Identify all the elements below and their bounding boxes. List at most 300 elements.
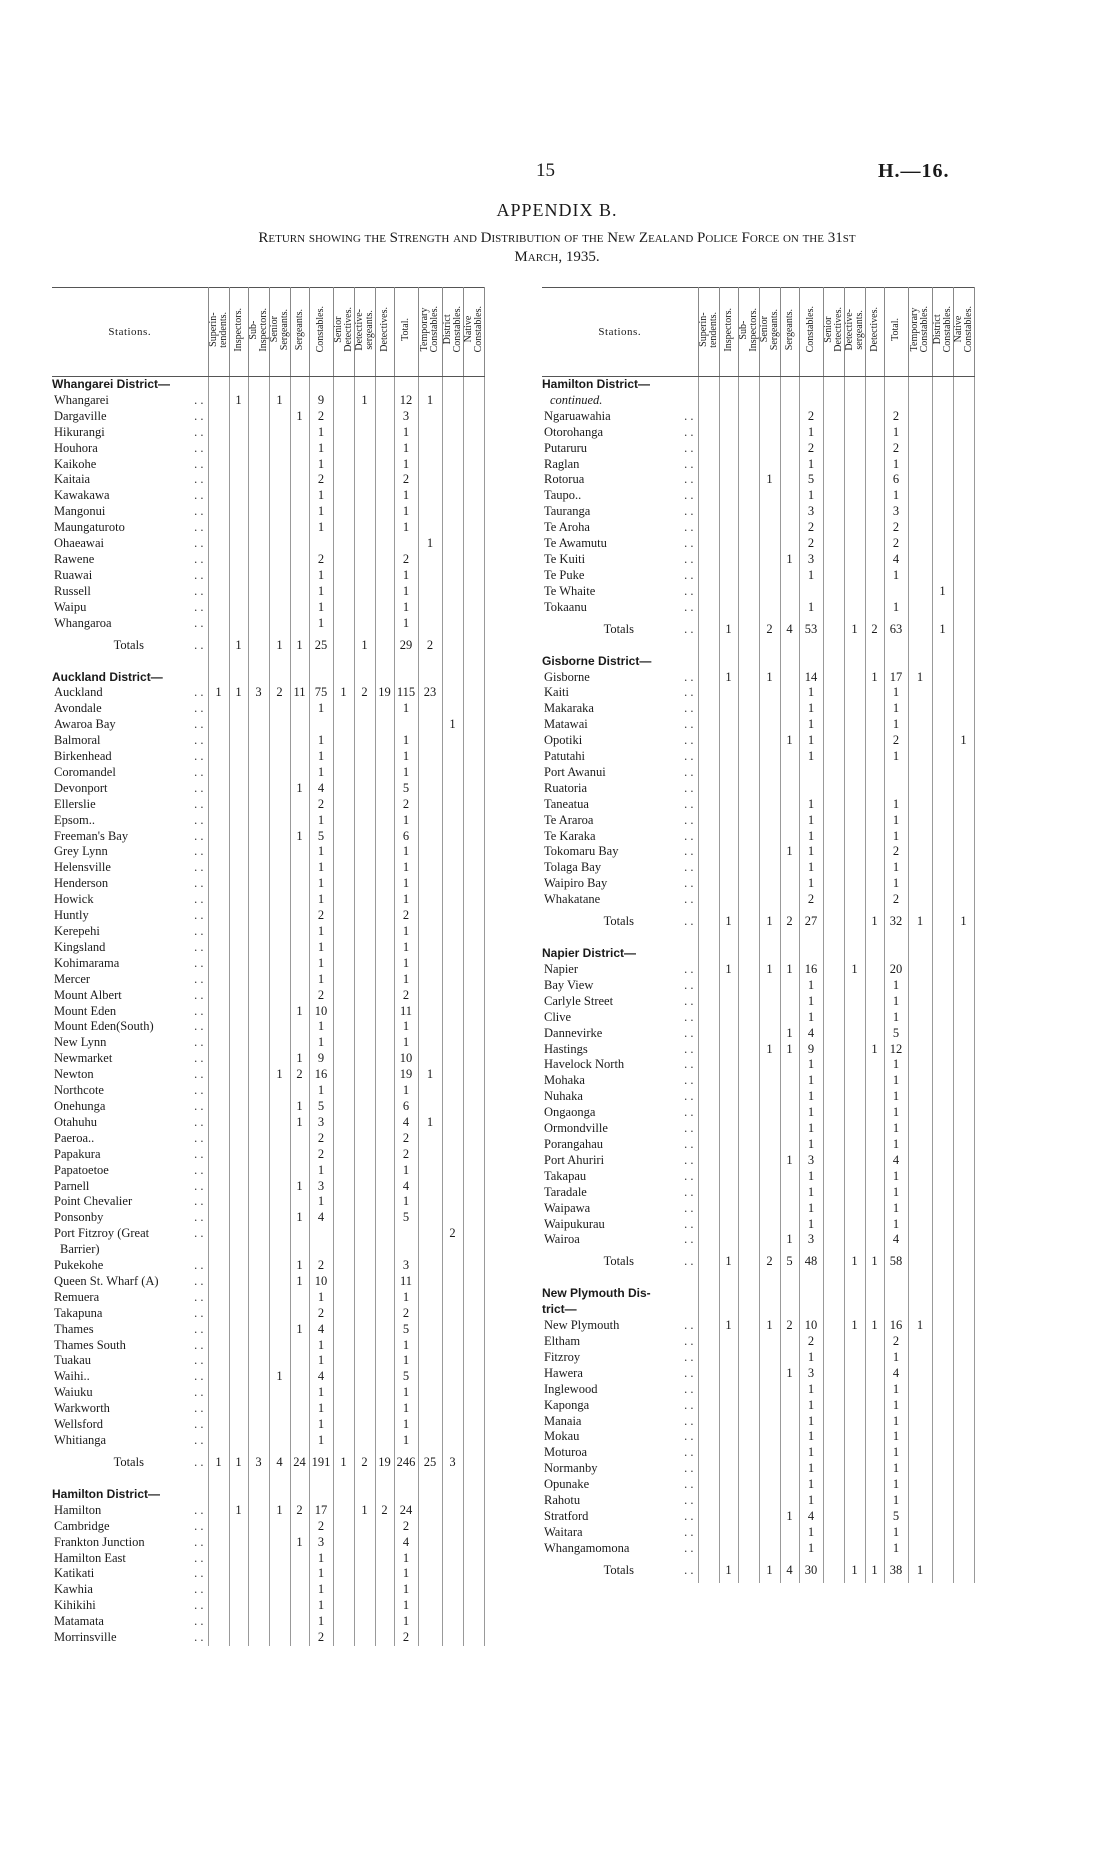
table-row bbox=[52, 409, 484, 425]
station-name: Hamilton . . bbox=[52, 1503, 208, 1519]
station-name: Freeman's Bay . . bbox=[52, 829, 208, 845]
value-cell bbox=[290, 1475, 309, 1487]
value-cell bbox=[698, 1010, 719, 1026]
value-cell bbox=[780, 701, 799, 717]
station-name bbox=[542, 934, 698, 946]
value-cell bbox=[932, 994, 953, 1010]
value-cell bbox=[719, 1461, 738, 1477]
value-cell bbox=[375, 1194, 394, 1210]
table-row bbox=[52, 568, 484, 584]
station-name: Paeroa.. . . bbox=[52, 1131, 208, 1147]
value-cell bbox=[394, 1487, 418, 1503]
value-cell bbox=[375, 1035, 394, 1051]
value-cell bbox=[229, 658, 248, 670]
station-name: Kaitaia . . bbox=[52, 472, 208, 488]
value-cell: 6 bbox=[884, 472, 908, 488]
value-cell bbox=[932, 1366, 953, 1382]
value-cell bbox=[248, 1210, 269, 1226]
table-row bbox=[52, 1306, 484, 1322]
value-cell bbox=[208, 1475, 229, 1487]
value-cell bbox=[844, 377, 865, 393]
value-cell bbox=[354, 1487, 375, 1503]
value-cell bbox=[759, 1382, 780, 1398]
value-cell bbox=[844, 642, 865, 654]
value-cell bbox=[418, 409, 442, 425]
value-cell bbox=[780, 717, 799, 733]
value-cell bbox=[823, 425, 844, 441]
value-cell bbox=[719, 1445, 738, 1461]
value-cell bbox=[865, 946, 884, 962]
value-cell: 48 bbox=[799, 1248, 823, 1274]
value-cell: 1 bbox=[418, 1115, 442, 1131]
table-row bbox=[52, 1194, 484, 1210]
value-cell bbox=[248, 1019, 269, 1035]
value-cell bbox=[908, 962, 932, 978]
value-cell bbox=[354, 377, 375, 393]
spacer-row bbox=[542, 1274, 974, 1286]
col-header-native-constables: Native Constables. bbox=[953, 288, 974, 377]
value-cell bbox=[738, 504, 759, 520]
table-row bbox=[52, 1258, 484, 1274]
value-cell bbox=[269, 797, 290, 813]
value-cell bbox=[780, 520, 799, 536]
value-cell: 2 bbox=[780, 1318, 799, 1334]
value-cell bbox=[823, 685, 844, 701]
value-cell bbox=[908, 844, 932, 860]
value-cell bbox=[442, 749, 463, 765]
table-row bbox=[52, 425, 484, 441]
value-cell bbox=[823, 1461, 844, 1477]
value-cell bbox=[269, 1035, 290, 1051]
value-cell bbox=[780, 1274, 799, 1286]
spacer-row bbox=[52, 1475, 484, 1487]
table-row bbox=[52, 860, 484, 876]
value-cell bbox=[394, 536, 418, 552]
value-cell bbox=[290, 860, 309, 876]
value-cell bbox=[248, 1051, 269, 1067]
value-cell: 1 bbox=[844, 1248, 865, 1274]
value-cell bbox=[375, 600, 394, 616]
table-row bbox=[542, 1121, 974, 1137]
value-cell bbox=[823, 568, 844, 584]
value-cell bbox=[290, 1551, 309, 1567]
value-cell bbox=[229, 568, 248, 584]
col-header-constables: Constables. bbox=[309, 288, 333, 377]
value-cell bbox=[375, 956, 394, 972]
value-cell bbox=[932, 908, 953, 934]
value-cell bbox=[908, 813, 932, 829]
value-cell bbox=[375, 1210, 394, 1226]
document-reference: H.—16. bbox=[878, 160, 950, 182]
value-cell bbox=[418, 1194, 442, 1210]
value-cell bbox=[463, 1099, 484, 1115]
value-cell bbox=[719, 701, 738, 717]
value-cell bbox=[442, 1417, 463, 1433]
value-cell bbox=[229, 892, 248, 908]
value-cell bbox=[463, 860, 484, 876]
value-cell bbox=[908, 1232, 932, 1248]
value-cell: 1 bbox=[309, 441, 333, 457]
value-cell: 1 bbox=[884, 1105, 908, 1121]
value-cell bbox=[759, 654, 780, 670]
value-cell bbox=[229, 940, 248, 956]
value-cell bbox=[908, 1105, 932, 1121]
value-cell: 2 bbox=[394, 1147, 418, 1163]
value-cell bbox=[354, 988, 375, 1004]
value-cell: 1 bbox=[309, 457, 333, 473]
value-cell bbox=[394, 1475, 418, 1487]
table-row bbox=[542, 409, 974, 425]
value-cell bbox=[719, 1398, 738, 1414]
value-cell bbox=[738, 860, 759, 876]
value-cell bbox=[290, 1614, 309, 1630]
table-row bbox=[52, 797, 484, 813]
station-name: Carlyle Street . . bbox=[542, 994, 698, 1010]
value-cell bbox=[932, 1105, 953, 1121]
value-cell bbox=[908, 393, 932, 409]
value-cell: 1 bbox=[780, 1153, 799, 1169]
value-cell: 1 bbox=[780, 733, 799, 749]
value-cell bbox=[463, 749, 484, 765]
value-cell bbox=[953, 813, 974, 829]
value-cell bbox=[823, 1429, 844, 1445]
value-cell: 1 bbox=[759, 1042, 780, 1058]
value-cell bbox=[290, 765, 309, 781]
value-cell bbox=[698, 701, 719, 717]
station-name: Ponsonby . . bbox=[52, 1210, 208, 1226]
value-cell bbox=[208, 1115, 229, 1131]
value-cell bbox=[780, 1445, 799, 1461]
value-cell bbox=[738, 765, 759, 781]
value-cell bbox=[932, 876, 953, 892]
value-cell: 3 bbox=[394, 1258, 418, 1274]
value-cell bbox=[823, 701, 844, 717]
value-cell bbox=[442, 658, 463, 670]
value-cell bbox=[738, 978, 759, 994]
table-row bbox=[542, 717, 974, 733]
value-cell: 1 bbox=[799, 701, 823, 717]
value-cell bbox=[208, 1019, 229, 1035]
value-cell bbox=[865, 1201, 884, 1217]
value-cell bbox=[269, 876, 290, 892]
table-row bbox=[52, 1163, 484, 1179]
value-cell: 2 bbox=[799, 520, 823, 536]
value-cell bbox=[759, 1201, 780, 1217]
value-cell bbox=[908, 701, 932, 717]
value-cell bbox=[884, 642, 908, 654]
value-cell bbox=[290, 1353, 309, 1369]
value-cell bbox=[759, 749, 780, 765]
value-cell bbox=[333, 1306, 354, 1322]
value-cell bbox=[208, 1210, 229, 1226]
value-cell: 5 bbox=[394, 1369, 418, 1385]
value-cell: 1 bbox=[908, 1318, 932, 1334]
value-cell bbox=[780, 584, 799, 600]
value-cell: 19 bbox=[394, 1067, 418, 1083]
value-cell bbox=[269, 844, 290, 860]
value-cell bbox=[463, 1449, 484, 1475]
value-cell: 1 bbox=[290, 1051, 309, 1067]
value-cell bbox=[719, 781, 738, 797]
station-name: Havelock North . . bbox=[542, 1057, 698, 1073]
value-cell bbox=[908, 1153, 932, 1169]
value-cell: 4 bbox=[269, 1449, 290, 1475]
value-cell bbox=[269, 457, 290, 473]
return-title-line2: March, 1935. bbox=[514, 249, 600, 265]
value-cell bbox=[738, 685, 759, 701]
value-cell bbox=[738, 377, 759, 393]
value-cell bbox=[269, 568, 290, 584]
value-cell bbox=[375, 1322, 394, 1338]
value-cell: 1 bbox=[799, 457, 823, 473]
value-cell bbox=[208, 616, 229, 632]
value-cell bbox=[442, 425, 463, 441]
value-cell: 1 bbox=[780, 1366, 799, 1382]
value-cell bbox=[269, 1475, 290, 1487]
value-cell bbox=[932, 409, 953, 425]
value-cell bbox=[844, 600, 865, 616]
value-cell bbox=[248, 1242, 269, 1258]
value-cell bbox=[908, 934, 932, 946]
value-cell bbox=[354, 1417, 375, 1433]
value-cell bbox=[290, 488, 309, 504]
value-cell: 1 bbox=[884, 600, 908, 616]
value-cell: 4 bbox=[884, 1366, 908, 1382]
value-cell bbox=[780, 536, 799, 552]
value-cell bbox=[908, 1248, 932, 1274]
value-cell: 2 bbox=[799, 441, 823, 457]
value-cell bbox=[208, 409, 229, 425]
value-cell bbox=[844, 701, 865, 717]
value-cell bbox=[953, 749, 974, 765]
value-cell: 27 bbox=[799, 908, 823, 934]
value-cell bbox=[333, 584, 354, 600]
value-cell bbox=[418, 781, 442, 797]
station-name: Newton . . bbox=[52, 1067, 208, 1083]
value-cell: 1 bbox=[418, 393, 442, 409]
value-cell bbox=[333, 1630, 354, 1646]
value-cell: 1 bbox=[418, 536, 442, 552]
spacer-row bbox=[52, 658, 484, 670]
station-name: New Lynn . . bbox=[52, 1035, 208, 1051]
station-name: trict— bbox=[542, 1302, 698, 1318]
value-cell bbox=[208, 972, 229, 988]
value-cell bbox=[269, 409, 290, 425]
station-name: Whangarei . . bbox=[52, 393, 208, 409]
value-cell bbox=[269, 813, 290, 829]
value-cell bbox=[698, 1350, 719, 1366]
value-cell bbox=[759, 797, 780, 813]
value-cell bbox=[269, 860, 290, 876]
value-cell bbox=[333, 1258, 354, 1274]
value-cell bbox=[865, 1525, 884, 1541]
value-cell bbox=[738, 1493, 759, 1509]
value-cell bbox=[719, 1350, 738, 1366]
value-cell: 16 bbox=[309, 1067, 333, 1083]
value-cell bbox=[759, 1461, 780, 1477]
value-cell bbox=[759, 1137, 780, 1153]
value-cell bbox=[932, 1089, 953, 1105]
value-cell bbox=[463, 924, 484, 940]
table-row bbox=[542, 781, 974, 797]
station-name: Waiuku . . bbox=[52, 1385, 208, 1401]
value-cell: 1 bbox=[309, 1163, 333, 1179]
table-row bbox=[542, 994, 974, 1010]
station-name: Papatoetoe . . bbox=[52, 1163, 208, 1179]
value-cell bbox=[229, 988, 248, 1004]
value-cell bbox=[865, 457, 884, 473]
value-cell bbox=[229, 701, 248, 717]
value-cell bbox=[269, 749, 290, 765]
value-cell bbox=[418, 616, 442, 632]
value-cell bbox=[354, 488, 375, 504]
value-cell: 4 bbox=[884, 552, 908, 568]
value-cell bbox=[333, 1083, 354, 1099]
value-cell bbox=[442, 1004, 463, 1020]
value-cell: 1 bbox=[394, 1338, 418, 1354]
value-cell bbox=[865, 1398, 884, 1414]
value-cell bbox=[442, 1019, 463, 1035]
value-cell bbox=[375, 908, 394, 924]
value-cell bbox=[953, 1318, 974, 1334]
value-cell bbox=[354, 1290, 375, 1306]
value-cell bbox=[759, 844, 780, 860]
value-cell bbox=[442, 1551, 463, 1567]
value-cell bbox=[932, 1302, 953, 1318]
value-cell bbox=[269, 1274, 290, 1290]
value-cell: 1 bbox=[309, 1338, 333, 1354]
station-name: Taradale . . bbox=[542, 1185, 698, 1201]
value-cell: 5 bbox=[394, 1210, 418, 1226]
value-cell bbox=[463, 1306, 484, 1322]
value-cell bbox=[908, 377, 932, 393]
station-name: Frankton Junction . . bbox=[52, 1535, 208, 1551]
value-cell bbox=[463, 1194, 484, 1210]
value-cell bbox=[269, 600, 290, 616]
value-cell bbox=[375, 616, 394, 632]
value-cell bbox=[823, 781, 844, 797]
value-cell bbox=[932, 946, 953, 962]
value-cell bbox=[719, 765, 738, 781]
value-cell bbox=[844, 781, 865, 797]
value-cell bbox=[333, 972, 354, 988]
value-cell bbox=[229, 1566, 248, 1582]
value-cell: 1 bbox=[269, 1067, 290, 1083]
value-cell bbox=[208, 1242, 229, 1258]
value-cell: 1 bbox=[799, 1010, 823, 1026]
value-cell bbox=[953, 472, 974, 488]
value-cell bbox=[719, 934, 738, 946]
value-cell bbox=[333, 568, 354, 584]
table-row bbox=[542, 797, 974, 813]
value-cell bbox=[463, 1115, 484, 1131]
value-cell bbox=[932, 717, 953, 733]
value-cell bbox=[229, 584, 248, 600]
value-cell bbox=[442, 860, 463, 876]
station-name: Mount Eden . . bbox=[52, 1004, 208, 1020]
value-cell: 38 bbox=[884, 1557, 908, 1583]
value-cell: 1 bbox=[309, 733, 333, 749]
value-cell bbox=[290, 797, 309, 813]
station-name: Tokaanu . . bbox=[542, 600, 698, 616]
value-cell bbox=[418, 488, 442, 504]
value-cell bbox=[738, 536, 759, 552]
value-cell bbox=[333, 1163, 354, 1179]
value-cell bbox=[333, 1099, 354, 1115]
value-cell: 1 bbox=[884, 488, 908, 504]
value-cell: 1 bbox=[884, 425, 908, 441]
value-cell: 1 bbox=[719, 1557, 738, 1583]
value-cell bbox=[229, 1226, 248, 1242]
value-cell bbox=[290, 1290, 309, 1306]
table-row bbox=[542, 1477, 974, 1493]
station-name: Totals . . bbox=[542, 908, 698, 934]
value-cell bbox=[932, 536, 953, 552]
station-name: Waipu . . bbox=[52, 600, 208, 616]
value-cell bbox=[698, 829, 719, 845]
table-row bbox=[542, 765, 974, 781]
value-cell bbox=[780, 797, 799, 813]
value-cell bbox=[953, 1185, 974, 1201]
value-cell bbox=[719, 994, 738, 1010]
value-cell bbox=[865, 1274, 884, 1286]
value-cell: 1 bbox=[884, 1382, 908, 1398]
value-cell bbox=[780, 1169, 799, 1185]
value-cell bbox=[229, 1019, 248, 1035]
station-name: Mercer . . bbox=[52, 972, 208, 988]
value-cell bbox=[248, 1067, 269, 1083]
value-cell: 1 bbox=[290, 1258, 309, 1274]
station-name: Remuera . . bbox=[52, 1290, 208, 1306]
value-cell bbox=[738, 701, 759, 717]
value-cell bbox=[823, 1350, 844, 1366]
value-cell bbox=[418, 1035, 442, 1051]
value-cell bbox=[953, 1057, 974, 1073]
value-cell bbox=[463, 425, 484, 441]
value-cell bbox=[333, 1226, 354, 1242]
value-cell: 19 bbox=[375, 685, 394, 701]
value-cell bbox=[375, 1131, 394, 1147]
value-cell bbox=[719, 1302, 738, 1318]
value-cell bbox=[823, 1398, 844, 1414]
value-cell bbox=[844, 876, 865, 892]
value-cell bbox=[738, 1185, 759, 1201]
table-row bbox=[542, 568, 974, 584]
district-continued bbox=[542, 393, 974, 409]
value-cell bbox=[208, 1369, 229, 1385]
value-cell bbox=[908, 892, 932, 908]
value-cell bbox=[248, 536, 269, 552]
value-cell: 1 bbox=[394, 1019, 418, 1035]
value-cell bbox=[932, 1286, 953, 1302]
value-cell bbox=[229, 908, 248, 924]
value-cell bbox=[229, 1519, 248, 1535]
station-name: Dargaville . . bbox=[52, 409, 208, 425]
value-cell: 1 bbox=[799, 1121, 823, 1137]
value-cell bbox=[865, 642, 884, 654]
value-cell bbox=[442, 1242, 463, 1258]
value-cell bbox=[698, 568, 719, 584]
value-cell: 4 bbox=[780, 1557, 799, 1583]
value-cell bbox=[953, 844, 974, 860]
value-cell bbox=[375, 1338, 394, 1354]
station-name: Coromandel . . bbox=[52, 765, 208, 781]
station-name: Te Aroha . . bbox=[542, 520, 698, 536]
value-cell bbox=[269, 1401, 290, 1417]
value-cell bbox=[333, 749, 354, 765]
value-cell bbox=[738, 844, 759, 860]
value-cell bbox=[908, 616, 932, 642]
